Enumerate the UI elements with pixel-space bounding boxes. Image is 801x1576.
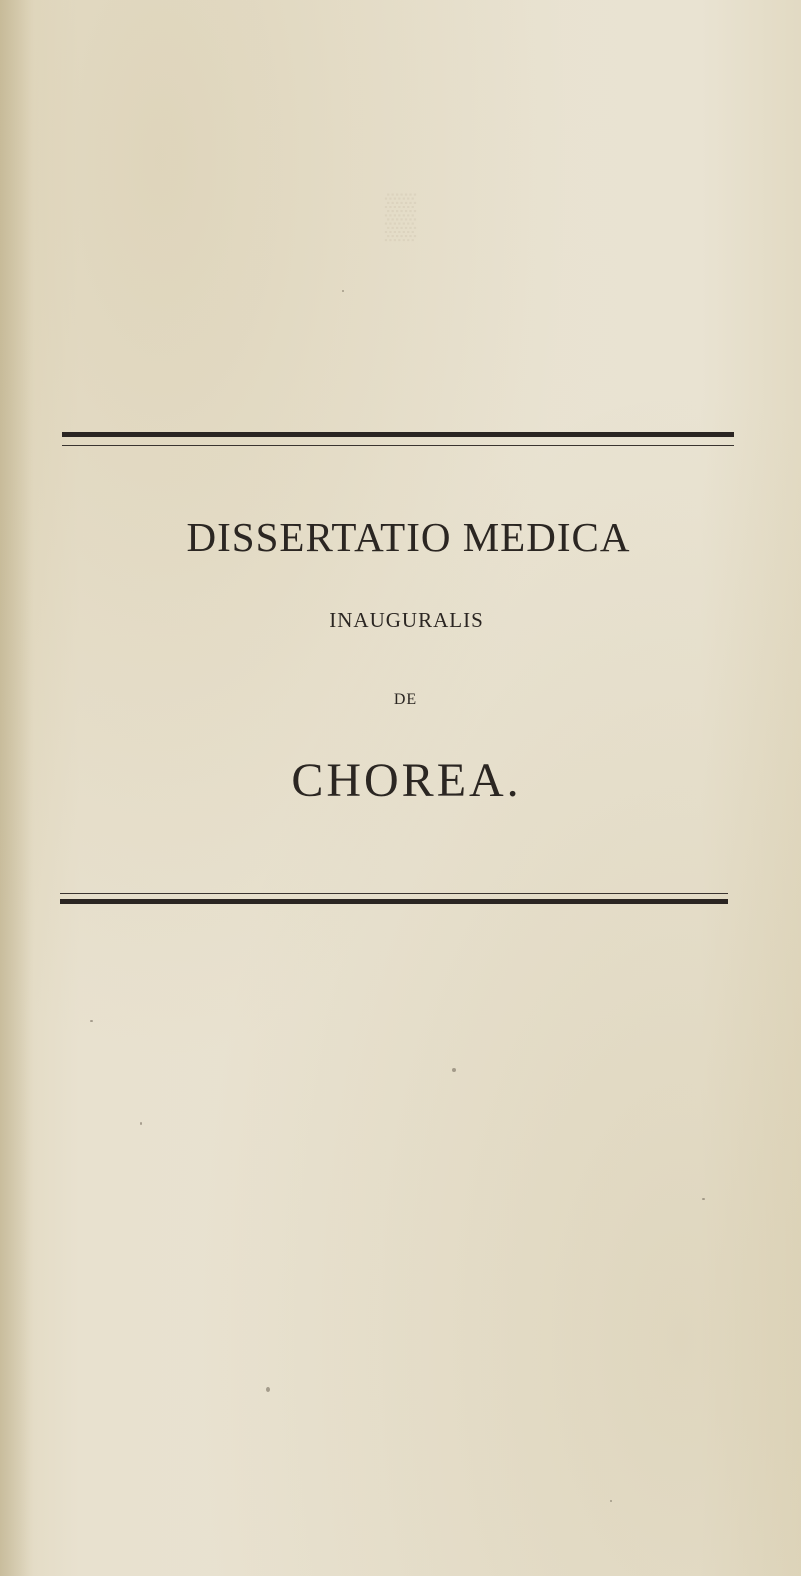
paper-speck <box>452 1068 456 1072</box>
paper-speck <box>140 1122 142 1125</box>
paper-speck <box>702 1198 705 1200</box>
top-rule-thin <box>62 445 734 446</box>
bottom-rule-thick <box>60 899 728 904</box>
bottom-double-rule <box>60 893 728 913</box>
dissertation-title: DISSERTATIO MEDICA <box>186 514 631 560</box>
dissertation-subtitle: INAUGURALIS <box>329 608 484 632</box>
paper-speck <box>610 1500 612 1502</box>
paper-speck <box>90 1020 93 1022</box>
top-double-rule <box>62 432 734 452</box>
dissertation-topic: CHOREA. <box>291 754 522 807</box>
bleed-through-text: ▒ <box>384 191 417 240</box>
preposition-de: DE <box>393 691 418 708</box>
paper-speck <box>266 1387 270 1392</box>
bottom-rule-thin <box>60 893 728 894</box>
top-rule-thick <box>62 432 734 437</box>
paper-speck <box>342 290 344 292</box>
